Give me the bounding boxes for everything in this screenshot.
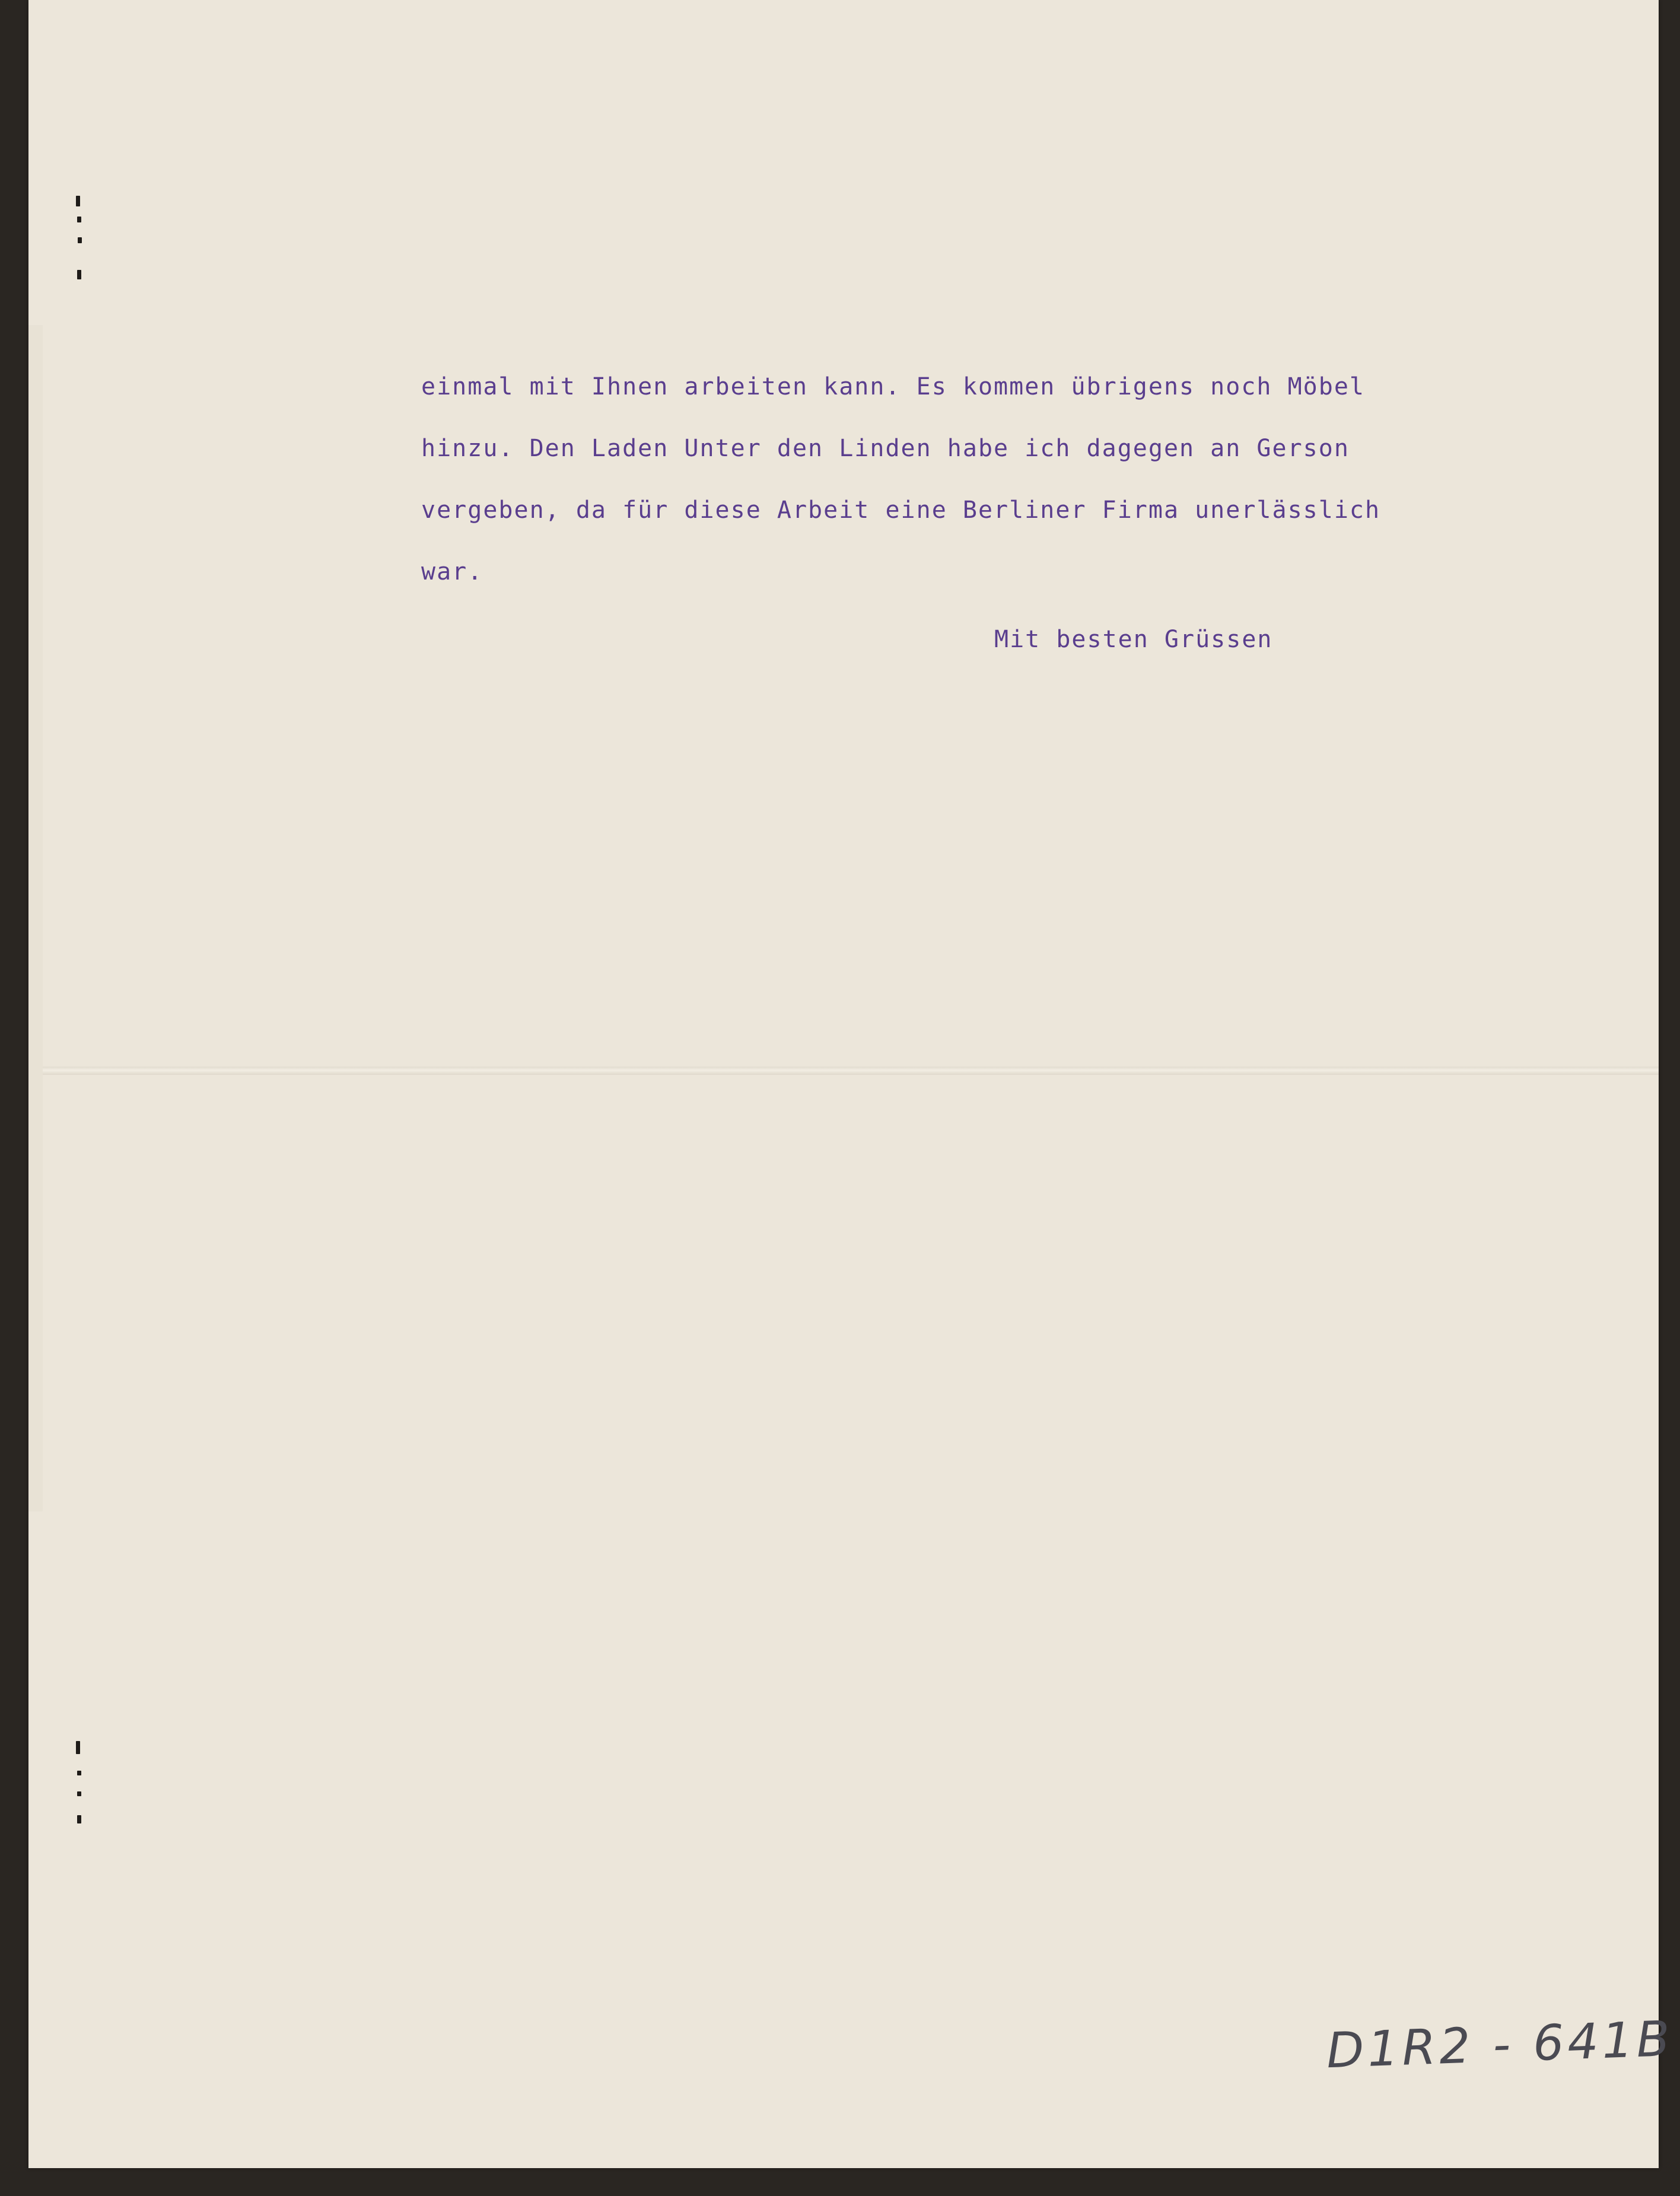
paper-fold (28, 1067, 1659, 1075)
binding-mark (76, 196, 80, 206)
binding-mark (77, 1791, 81, 1796)
binding-mark (77, 270, 81, 279)
archive-reference: D1R2 - 641B (1325, 2010, 1675, 2080)
binding-mark (77, 1815, 81, 1823)
letter-line-1: einmal mit Ihnen arbeiten kann. Es kommen übrigens noch Möbel (421, 373, 1366, 400)
letter-line-3: vergeben, da für diese Arbeit eine Berliner Firma unerlässlich (421, 497, 1381, 524)
binding-mark (78, 237, 82, 243)
binding-mark (77, 217, 81, 222)
binding-mark (76, 1741, 80, 1754)
letter-line-2: hinzu. Den Laden Unter den Linden habe ich dagegen an Gerson (421, 435, 1350, 462)
letter-line-4: war. (421, 558, 483, 585)
binding-mark (77, 1771, 81, 1775)
letter-body (421, 356, 1608, 603)
letter-page (28, 0, 1675, 2168)
sheet-left-edge (28, 325, 43, 1511)
letter-closing: Mit besten Grüssen (994, 626, 1273, 653)
